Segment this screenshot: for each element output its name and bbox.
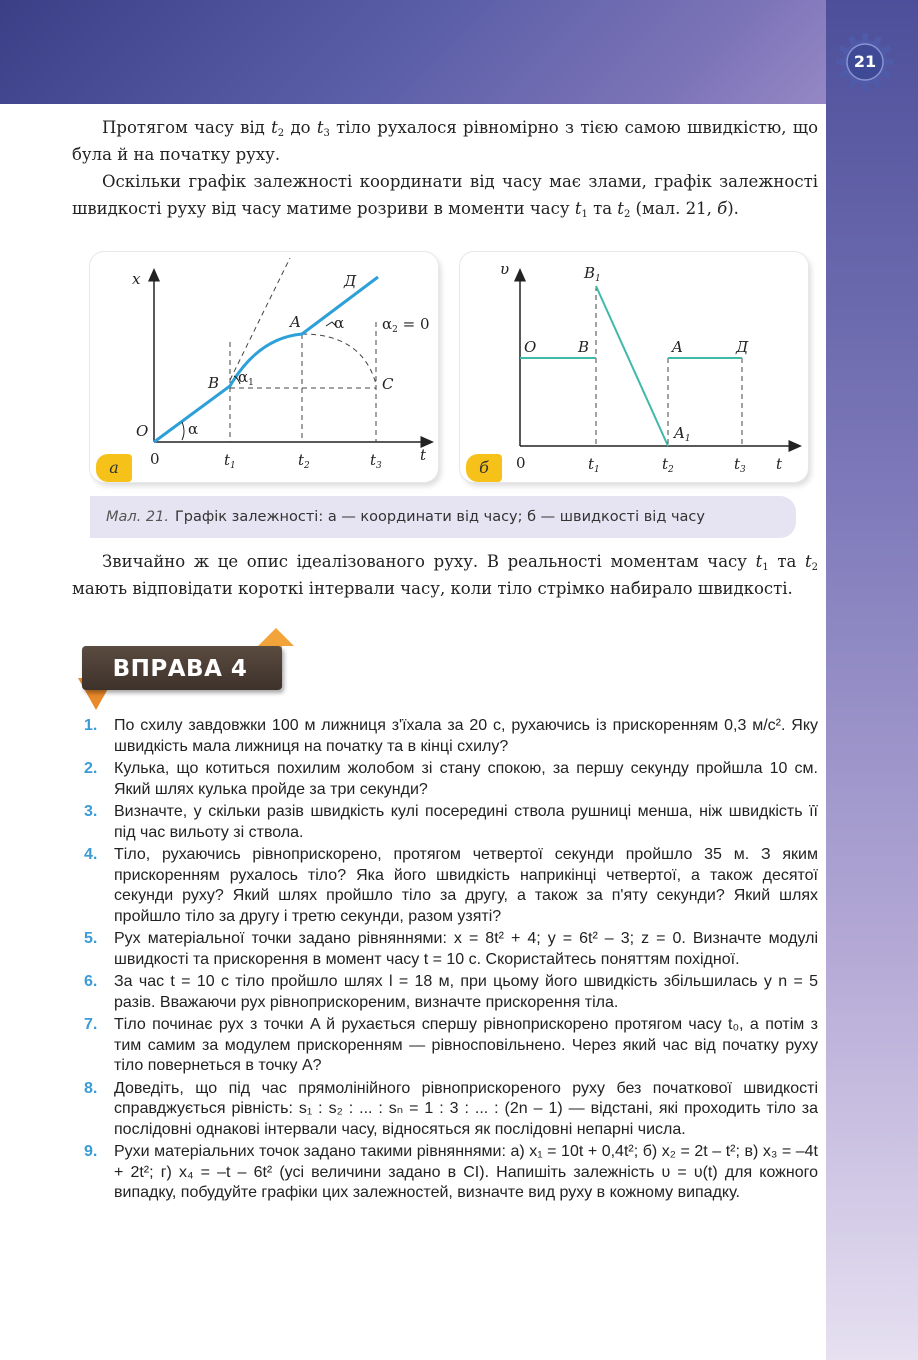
figure-21: [90, 252, 802, 482]
paragraph-3: Звичайно ж це опис ідеалізованого руху. В реальності моментам часу $t_1$ та $t_2$ мають відповідати короткі інтервали часу, коли тіло стрімко набирало швидкості.: [72, 552, 818, 598]
point-a-label: A: [672, 338, 683, 356]
tick-t2: $t_2$: [298, 451, 310, 471]
alpha-label: α: [188, 420, 199, 438]
point-b-label: B: [208, 374, 220, 392]
alpha2-label: $\alpha_2 = 0$: [382, 315, 430, 335]
figure-b-velocity-graph: [460, 252, 808, 482]
exercise-item: 9. Рухи матеріальних точок задано такими рівняннями: а) x₁ = 10t + 0,4t²; б) x₂ = 2t – t²; в) x₃ = –4t + 2t²; г) x₄ = –t – 6t² (усі величини задано в СІ). Напишіть залежність υ = υ(t) для кожного випадку, побудуйте графіки цих залежностей, визначте вид руху в кожному випадку.: [84, 1143, 818, 1201]
tick-t1: $t_1$: [224, 451, 236, 471]
y-axis-label: υ: [500, 260, 510, 278]
side-decoration: [826, 0, 918, 1360]
point-a1-label: $A_1$: [674, 424, 691, 444]
point-o-label: O: [524, 338, 537, 356]
figure-a-tag: а: [96, 454, 132, 482]
zero-label: 0: [150, 450, 160, 468]
figure-a-coordinate-graph: [90, 252, 438, 482]
y-axis-label: x: [132, 270, 141, 288]
zero-label: 0: [516, 454, 526, 472]
tick-t3: $t_3$: [734, 455, 746, 475]
origin-label: O: [136, 422, 149, 440]
alpha1-label: $\alpha_1$: [238, 368, 254, 388]
caption-text: Графік залежності: а — координати від часу; б — швидкості від часу: [174, 509, 705, 525]
point-b-label: B: [578, 338, 590, 356]
figure-caption: [90, 496, 796, 538]
point-d-label: Д: [344, 272, 357, 290]
x-axis-label: t: [420, 446, 427, 464]
header-background: [0, 0, 918, 104]
exercise-item: 5. Рух матеріальної точки задано рівняннями: x = 8t² + 4; y = 6t² – 3; z = 0. Визначте модулі швидкості та прискорення в момент часу t = 10 с. Скористайтесь поняттям похідної.: [84, 930, 818, 968]
page-number: 21: [853, 52, 877, 71]
exercise-item: 6. За час t = 10 с тіло пройшло шлях l = 18 м, при цьому його швидкість збільшилась у n = 5 разів. Вважаючи рух рівноприскореним, визначте прискорення тіла.: [84, 973, 818, 1011]
figure-b-tag: б: [466, 454, 502, 482]
velocity-graph-lines: [520, 286, 742, 446]
paragraph-3-container: [72, 548, 818, 602]
tick-t1: $t_1$: [588, 455, 600, 475]
caption-label: Мал. 21.: [106, 509, 169, 525]
alpha-at-a-label: α: [334, 314, 345, 332]
x-axis-label: t: [776, 455, 783, 473]
exercise-item: 1. По схилу завдовжки 100 м лижниця з'їхала за 20 с, рухаючись із прискоренням 0,3 м/с². Яку швидкість мала лижниця на початку та в кінці схилу?: [84, 717, 818, 755]
exercise-list: [84, 716, 818, 1206]
intro-text: [72, 114, 818, 222]
paragraph-1: Протягом часу від $t_2$ до $t_3$ тіло рухалося рівномірно з тією самою швидкістю, що була й на початку руху.: [72, 118, 818, 164]
coordinate-curve: [154, 277, 378, 442]
point-a-label: A: [290, 313, 301, 331]
exercise-item: 8. Доведіть, що під час прямолінійного рівноприскореного руху без початкової швидкості справджується рівність: s₁ : s₂ : ... : sₙ = 1 : 3 : ... : (2n – 1) — відстані, які проходить тіло за послідовні однакові інтервали часу, відносяться як послідовні непарні числа.: [84, 1079, 818, 1138]
exercise-item: 4. Тіло, рухаючись рівноприскорено, протягом четвертої секунди пройшло 35 м. З яким прискоренням рухалось тіло? Яка його швидкість наприкінці четвертої, а також десятої секунди руху? Який шлях пройшло тіло за другу, а також за п'яту секунди? Який шлях пройшло тіло за другу і третю секунди, разом узяті?: [84, 846, 818, 925]
page-number-badge: [836, 33, 894, 91]
exercise-item: 3. Визначте, у скільки разів швидкість кулі посередині ствола рушниці менша, ніж швидкість її під час вильоту зі ствола.: [84, 803, 818, 841]
tick-t2: $t_2$: [662, 455, 674, 475]
exercise-title: ВПРАВА 4: [112, 656, 248, 682]
point-d-label: Д: [736, 338, 749, 356]
exercise-item: 7. Тіло починає рух з точки A й рухається спершу рівноприскорено протягом часу t₀, а потім з тим самим за модулем прискоренням — рівносповільнено. Через який час від початку руху тіло повернеться в точку A?: [84, 1016, 818, 1074]
point-b1-label: $B_1$: [584, 264, 601, 284]
tick-t3: $t_3$: [370, 451, 382, 471]
paragraph-2: Оскільки графік залежності координати від часу має злами, графік залежності швидкості руху від часу матиме розриви в моменти часу $t_1$ та $t_2$ (мал. 21, б).: [72, 172, 818, 220]
point-c-label: C: [382, 375, 394, 393]
exercise-header: [72, 628, 312, 712]
exercise-item: 2. Кулька, що котиться похилим жолобом зі стану спокою, за першу секунду пройшла 10 см. Який шлях кулька пройде за три секунди?: [84, 760, 818, 798]
